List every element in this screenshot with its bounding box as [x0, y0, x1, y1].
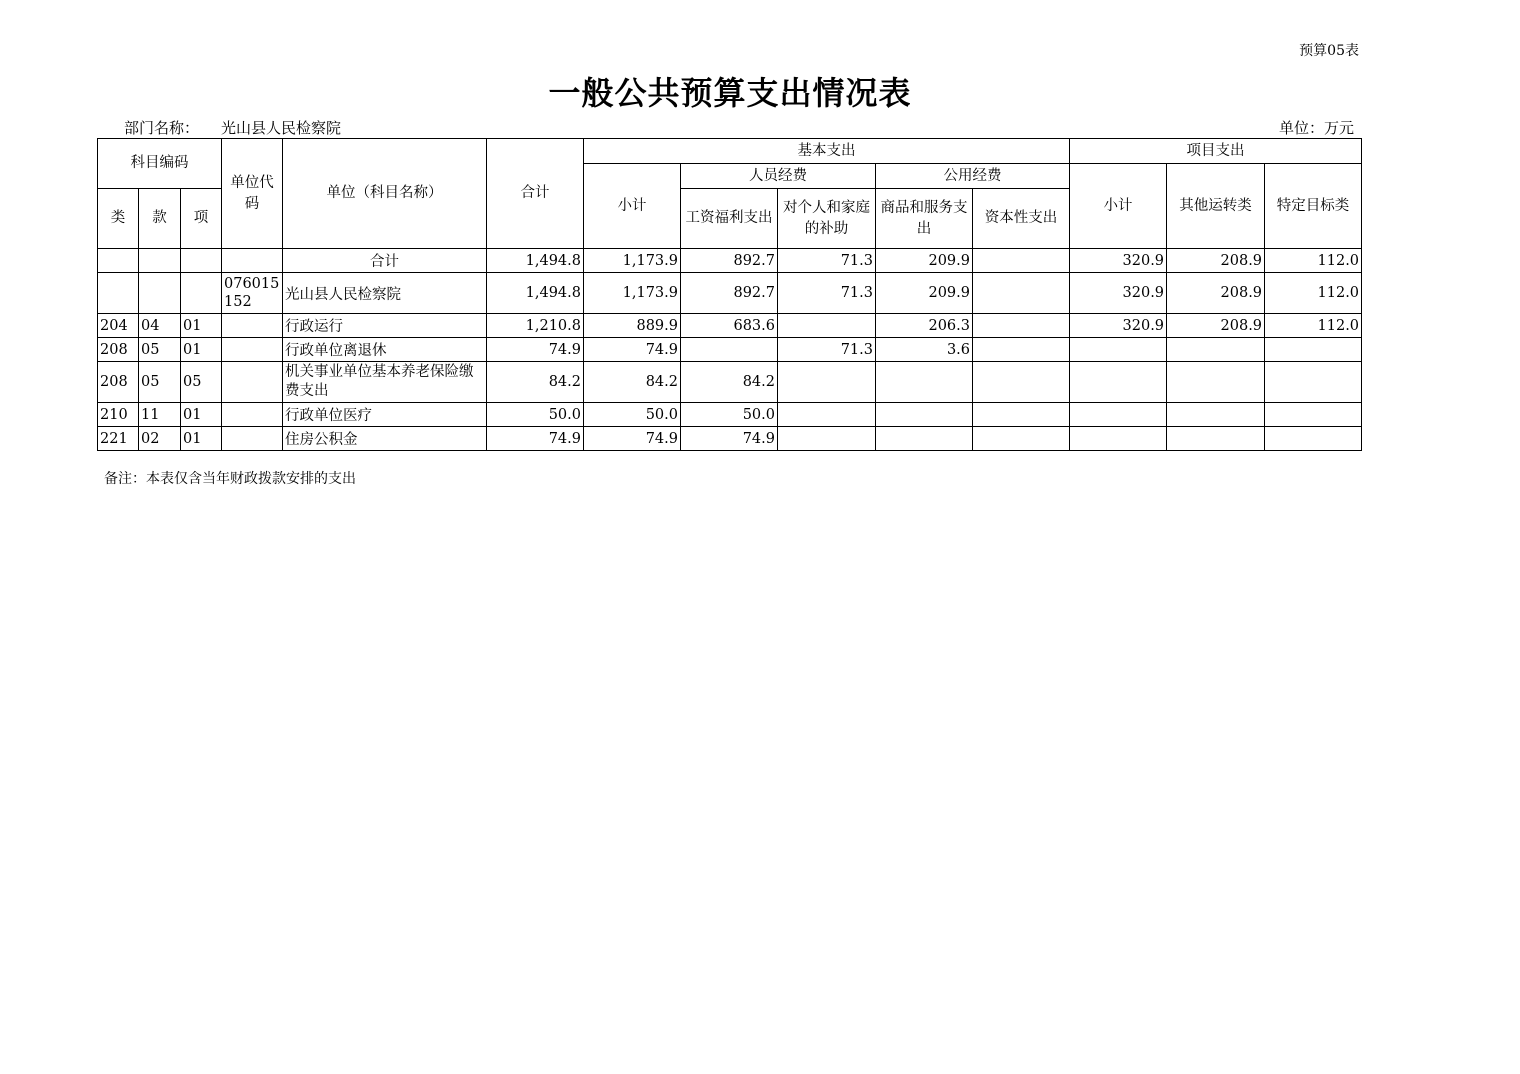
cell-total: 50.0 — [487, 403, 584, 427]
cell-basic-subtotal: 889.9 — [584, 314, 681, 338]
cell-other-transfer — [1167, 338, 1265, 362]
cell-individual-subsidy: 71.3 — [778, 249, 876, 273]
cell-capital — [973, 249, 1070, 273]
cell-xiang — [181, 249, 222, 273]
cell-wages: 683.6 — [681, 314, 778, 338]
cell-other-transfer — [1167, 403, 1265, 427]
cell-goods-services: 206.3 — [876, 314, 973, 338]
cell-xiang: 01 — [181, 314, 222, 338]
cell-lei — [98, 249, 139, 273]
header-unit-name: 单位（科目名称） — [283, 139, 487, 249]
header-xiang: 项 — [181, 189, 222, 249]
cell-basic-subtotal: 74.9 — [584, 427, 681, 451]
header-kuan: 款 — [139, 189, 181, 249]
cell-xiang: 05 — [181, 362, 222, 403]
cell-capital — [973, 362, 1070, 403]
header-total: 合计 — [487, 139, 584, 249]
cell-basic-subtotal: 1,173.9 — [584, 273, 681, 314]
cell-special-target: 112.0 — [1265, 273, 1362, 314]
cell-unit-code — [222, 314, 283, 338]
cell-other-transfer: 208.9 — [1167, 249, 1265, 273]
cell-basic-subtotal: 74.9 — [584, 338, 681, 362]
cell-unit-name: 机关事业单位基本养老保险缴费支出 — [283, 362, 487, 403]
cell-xiang: 01 — [181, 338, 222, 362]
department-line — [124, 117, 341, 138]
cell-special-target: 112.0 — [1265, 314, 1362, 338]
cell-kuan: 11 — [139, 403, 181, 427]
cell-capital — [973, 338, 1070, 362]
header-project-subtotal: 小计 — [1070, 164, 1167, 249]
cell-total: 1,210.8 — [487, 314, 584, 338]
cell-total: 74.9 — [487, 427, 584, 451]
cell-unit-name: 光山县人民检察院 — [283, 273, 487, 314]
cell-special-target: 112.0 — [1265, 249, 1362, 273]
cell-capital — [973, 427, 1070, 451]
header-other-transfer: 其他运转类 — [1167, 164, 1265, 249]
cell-lei: 221 — [98, 427, 139, 451]
cell-unit-code — [222, 362, 283, 403]
header-capital: 资本性支出 — [973, 189, 1070, 249]
department-name: 光山县人民检察院 — [221, 119, 342, 137]
cell-project-subtotal: 320.9 — [1070, 273, 1167, 314]
cell-unit-code — [222, 249, 283, 273]
header-public: 公用经费 — [876, 164, 1070, 189]
header-personnel: 人员经费 — [681, 164, 876, 189]
cell-unit-name: 住房公积金 — [283, 427, 487, 451]
department-label: 部门名称： — [124, 119, 200, 137]
cell-unit-code — [222, 403, 283, 427]
cell-kuan: 05 — [139, 338, 181, 362]
cell-wages: 892.7 — [681, 273, 778, 314]
cell-capital — [973, 314, 1070, 338]
header-wages: 工资福利支出 — [681, 189, 778, 249]
cell-project-subtotal — [1070, 427, 1167, 451]
table-row — [98, 403, 1362, 427]
table-row — [98, 273, 1362, 314]
header-unit-code: 单位代码 — [222, 139, 283, 249]
table-row — [98, 338, 1362, 362]
cell-capital — [973, 403, 1070, 427]
unit-label: 单位：万元 — [1278, 119, 1354, 137]
table-row — [98, 362, 1362, 403]
cell-unit-name: 行政运行 — [283, 314, 487, 338]
cell-special-target — [1265, 403, 1362, 427]
cell-xiang — [181, 273, 222, 314]
cell-kuan — [139, 273, 181, 314]
cell-wages: 892.7 — [681, 249, 778, 273]
cell-unit-code — [222, 338, 283, 362]
cell-individual-subsidy — [778, 362, 876, 403]
cell-unit-code: 076015152 — [222, 273, 283, 314]
cell-unit-name: 行政单位医疗 — [283, 403, 487, 427]
header-project-expenditure: 项目支出 — [1070, 139, 1362, 164]
cell-unit-name: 合计 — [283, 249, 487, 273]
cell-wages: 50.0 — [681, 403, 778, 427]
cell-wages: 84.2 — [681, 362, 778, 403]
cell-other-transfer: 208.9 — [1167, 314, 1265, 338]
cell-kuan: 04 — [139, 314, 181, 338]
cell-special-target — [1265, 427, 1362, 451]
cell-lei: 204 — [98, 314, 139, 338]
budget-table — [97, 138, 1362, 451]
cell-individual-subsidy — [778, 403, 876, 427]
cell-individual-subsidy: 71.3 — [778, 338, 876, 362]
cell-lei: 208 — [98, 362, 139, 403]
cell-goods-services — [876, 403, 973, 427]
header-basic-expenditure: 基本支出 — [584, 139, 1070, 164]
cell-individual-subsidy — [778, 427, 876, 451]
cell-xiang: 01 — [181, 403, 222, 427]
header-subject-code: 科目编码 — [98, 139, 222, 189]
cell-total: 84.2 — [487, 362, 584, 403]
cell-basic-subtotal: 84.2 — [584, 362, 681, 403]
cell-goods-services: 3.6 — [876, 338, 973, 362]
cell-project-subtotal — [1070, 362, 1167, 403]
cell-lei: 210 — [98, 403, 139, 427]
cell-goods-services — [876, 427, 973, 451]
table-row — [98, 249, 1362, 273]
cell-goods-services — [876, 362, 973, 403]
cell-goods-services: 209.9 — [876, 249, 973, 273]
header-lei: 类 — [98, 189, 139, 249]
cell-lei: 208 — [98, 338, 139, 362]
cell-special-target — [1265, 338, 1362, 362]
cell-lei — [98, 273, 139, 314]
cell-other-transfer — [1167, 362, 1265, 403]
cell-wages: 74.9 — [681, 427, 778, 451]
cell-other-transfer: 208.9 — [1167, 273, 1265, 314]
cell-individual-subsidy — [778, 314, 876, 338]
cell-total: 1,494.8 — [487, 249, 584, 273]
cell-other-transfer — [1167, 427, 1265, 451]
table-row — [98, 314, 1362, 338]
cell-xiang: 01 — [181, 427, 222, 451]
cell-special-target — [1265, 362, 1362, 403]
cell-project-subtotal — [1070, 338, 1167, 362]
cell-project-subtotal: 320.9 — [1070, 249, 1167, 273]
page-title: 一般公共预算支出情况表 — [548, 74, 912, 112]
form-number: 预算05表 — [1299, 43, 1359, 59]
cell-basic-subtotal: 50.0 — [584, 403, 681, 427]
footnote: 备注：本表仅含当年财政拨款安排的支出 — [104, 471, 356, 487]
cell-project-subtotal — [1070, 403, 1167, 427]
cell-unit-name: 行政单位离退休 — [283, 338, 487, 362]
header-basic-subtotal: 小计 — [584, 164, 681, 249]
cell-unit-code — [222, 427, 283, 451]
header-goods-services: 商品和服务支出 — [876, 189, 973, 249]
table-row — [98, 427, 1362, 451]
cell-goods-services: 209.9 — [876, 273, 973, 314]
cell-total: 1,494.8 — [487, 273, 584, 314]
cell-kuan: 05 — [139, 362, 181, 403]
header-special-target: 特定目标类 — [1265, 164, 1362, 249]
cell-basic-subtotal: 1,173.9 — [584, 249, 681, 273]
cell-total: 74.9 — [487, 338, 584, 362]
cell-individual-subsidy: 71.3 — [778, 273, 876, 314]
cell-capital — [973, 273, 1070, 314]
cell-project-subtotal: 320.9 — [1070, 314, 1167, 338]
cell-kuan: 02 — [139, 427, 181, 451]
header-individual-subsidy: 对个人和家庭的补助 — [778, 189, 876, 249]
cell-wages — [681, 338, 778, 362]
cell-kuan — [139, 249, 181, 273]
